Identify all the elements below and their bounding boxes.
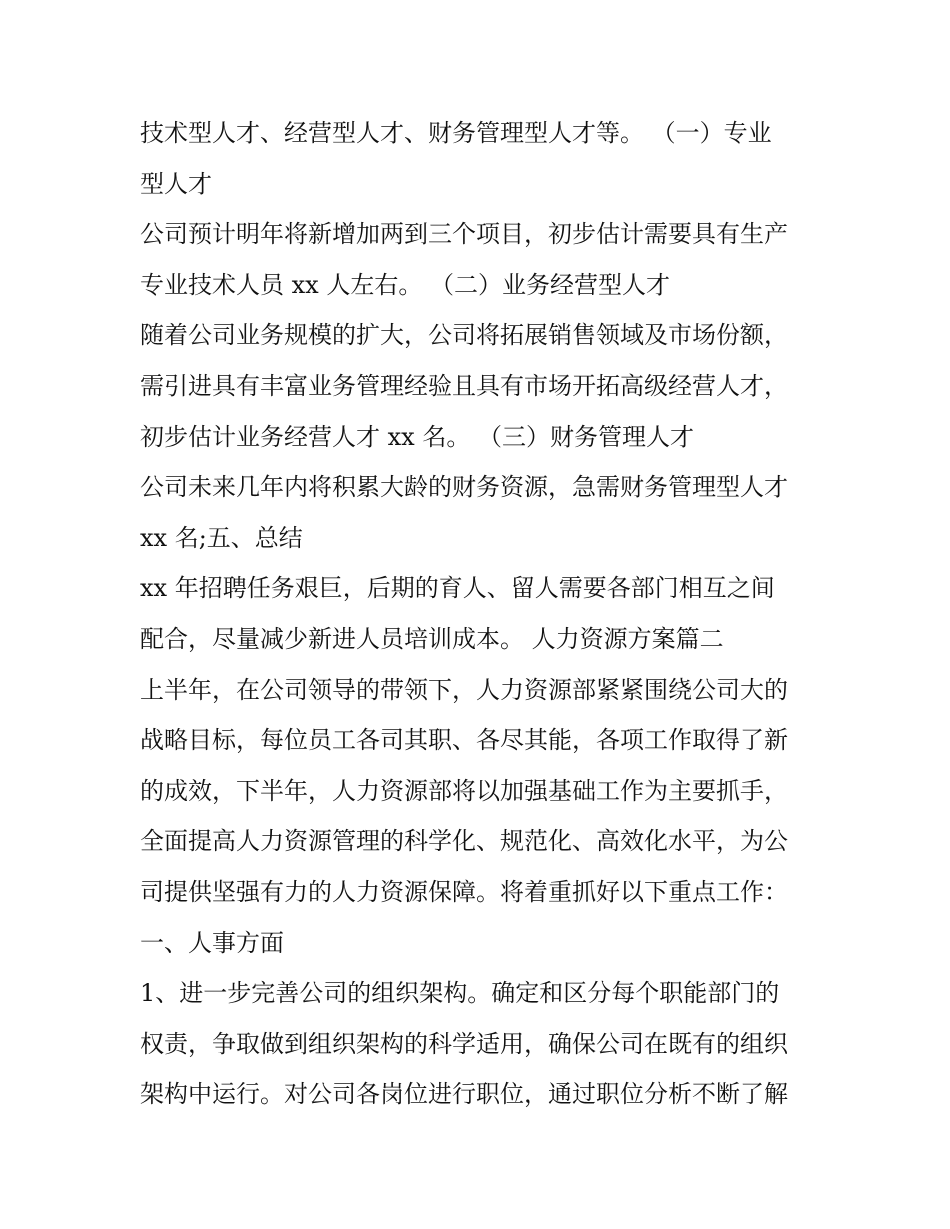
text-line: 公司未来几年内将积累大龄的财务资源，急需财务管理型人才 xyxy=(140,473,788,502)
text-line: 需引进具有丰富业务管理经验且具有市场开拓高级经营人才， xyxy=(140,371,788,400)
text-line: 战略目标，每位员工各司其职、各尽其能，各项工作取得了新 xyxy=(140,726,788,755)
text-line: 初步估计业务经营人才 xx 名。 （三）财务管理人才 xyxy=(140,422,694,451)
text-line: 公司预计明年将新增加两到三个项目，初步估计需要具有生产 xyxy=(140,220,788,249)
text-line: xx 名;五、总结 xyxy=(140,523,303,552)
text-line: xx 年招聘任务艰巨，后期的育人、留人需要各部门相互之间 xyxy=(140,574,775,603)
document-body xyxy=(140,108,820,1120)
text-line: 全面提高人力资源管理的科学化、规范化、高效化水平，为公 xyxy=(140,827,788,856)
text-line: 架构中运行。对公司各岗位进行职位，通过职位分析不断了解 xyxy=(140,1080,788,1109)
text-line: 专业技术人员 xx 人左右。 （二）业务经营型人才 xyxy=(140,270,670,299)
text-line: 的成效，下半年，人力资源部将以加强基础工作为主要抓手， xyxy=(140,776,788,805)
text-line: 技术型人才、经营型人才、财务管理型人才等。 （一）专业 xyxy=(140,119,772,147)
text-line: 权责，争取做到组织架构的科学适用，确保公司在既有的组织 xyxy=(140,1029,788,1058)
text-line: 随着公司业务规模的扩大，公司将拓展销售领域及市场份额， xyxy=(140,321,788,350)
text-line: 1、进一步完善公司的组织架构。确定和区分每个职能部门的 xyxy=(140,979,780,1008)
text-line: 配合，尽量减少新进人员培训成本。 人力资源方案篇二 xyxy=(140,624,724,653)
text-line: 上半年，在公司领导的带领下，人力资源部紧紧围绕公司大的 xyxy=(140,675,788,704)
text-line: 司提供坚强有力的人力资源保障。将着重抓好以下重点工作： xyxy=(140,877,788,906)
text-line: 型人才 xyxy=(140,169,212,198)
section-heading: 一、人事方面 xyxy=(140,928,284,957)
